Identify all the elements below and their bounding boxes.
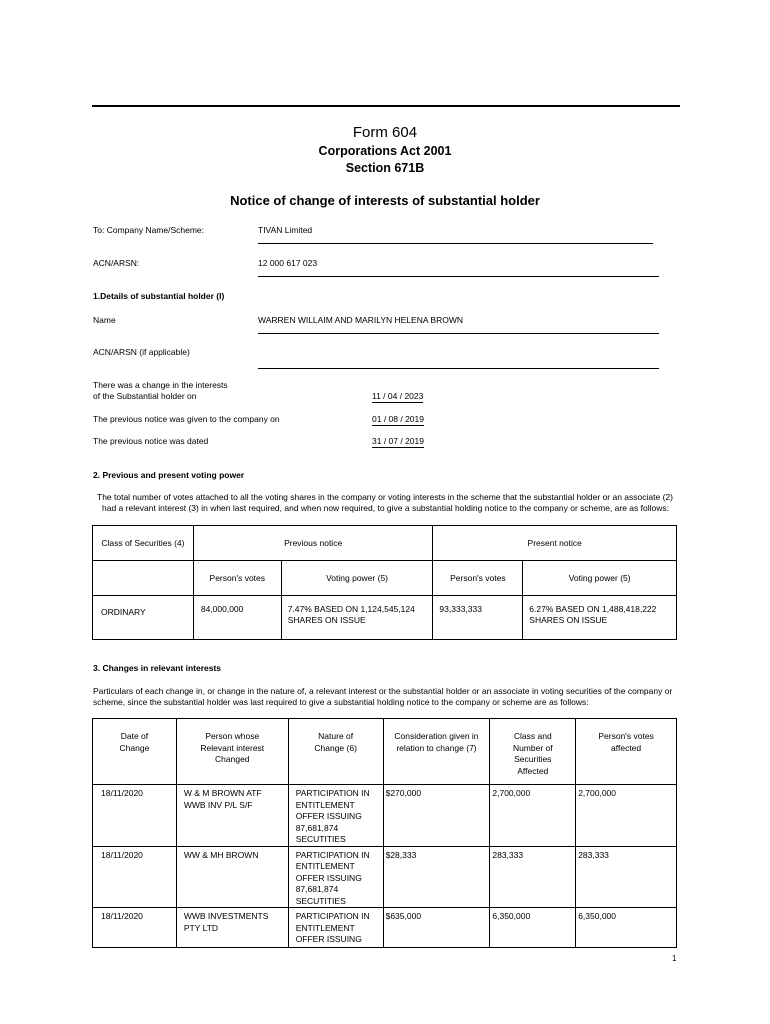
- hdr-class-number: [490, 719, 576, 785]
- table-row: [93, 846, 677, 908]
- holder-name-line: [258, 333, 659, 334]
- row-pres-votes: 93,333,333: [433, 596, 523, 640]
- section-3-heading: 3. Changes in relevant interests: [93, 663, 222, 673]
- empty-cell: [93, 561, 194, 596]
- row-date: 18/11/2020: [93, 846, 177, 908]
- sub-persons-votes-pres: Person's votes: [433, 561, 523, 596]
- change-label-line-1: There was a change in the interests: [93, 380, 228, 390]
- row-person-l1: WW & MH BROWN: [183, 849, 259, 860]
- row-class-number: 6,350,000: [490, 908, 576, 948]
- acn-label: ACN/ARSN:: [93, 258, 140, 268]
- row-person: [176, 785, 288, 847]
- form-number: Form 604: [352, 124, 418, 141]
- row-nature-l4: 87,681,874: [295, 884, 339, 894]
- hdr-votes: [576, 719, 677, 785]
- row-person-l1: WWB INVESTMENTS: [183, 911, 269, 921]
- row-nature-l2: ENTITLEMENT: [295, 922, 355, 933]
- section-2-para-line-2: had a relevant interest (3) in when last required, and when now required, to give a substantial holding notice to the company or scheme, are as follows:: [102, 503, 669, 513]
- sub-voting-power-pres: Voting power (5): [523, 561, 677, 596]
- row-consideration: $270,000: [383, 785, 490, 847]
- row-prev-power-line-1: 7.47% BASED ON 1,124,545,124: [287, 604, 415, 614]
- section-1-heading: 1.Details of substantial holder (I): [93, 291, 225, 301]
- row-nature: [288, 785, 383, 847]
- page-number: 1: [672, 954, 677, 963]
- row-pres-power-line-2: SHARES ON ISSUE: [529, 615, 608, 625]
- company-name-value: TIVAN Limited: [258, 225, 313, 235]
- hdr-person-l2: Relevant interest: [200, 742, 265, 753]
- row-consideration: $28,333: [383, 846, 490, 908]
- section-2-heading: 2. Previous and present voting power: [93, 470, 245, 480]
- section-title: Section 671B: [345, 161, 425, 175]
- sub-persons-votes-prev: Person's votes: [193, 561, 281, 596]
- hdr-nature-l1: Nature of: [318, 731, 354, 741]
- page-title: Notice of change of interests of substantial holder: [230, 193, 540, 208]
- row-pres-power-line-1: 6.27% BASED ON 1,488,418,222: [529, 604, 657, 614]
- row-nature-l5: SECUTITIES: [295, 834, 346, 844]
- hdr-person: [176, 719, 288, 785]
- hdr-date: [93, 719, 177, 785]
- acn-line: [258, 276, 659, 277]
- row-nature: [288, 908, 383, 948]
- row-prev-votes: 84,000,000: [193, 596, 281, 640]
- acn-value: 12 000 617 023: [258, 258, 318, 268]
- col-class-header: Class of Securities (4): [93, 526, 194, 561]
- row-nature-l3: OFFER ISSUING: [295, 811, 362, 821]
- row-nature-l5: SECUTITIES: [295, 895, 346, 906]
- holder-name-label: Name: [93, 315, 116, 325]
- hdr-person-l1: Person whose: [205, 731, 260, 741]
- section-3-para-line-1: Particulars of each change in, or change in the nature of, a relevant interest or the substantial holder or an associate in voting securities of the company or: [93, 686, 673, 696]
- row-prev-power: [281, 596, 433, 640]
- row-consideration: $635,000: [383, 908, 490, 948]
- col-present-header: Present notice: [433, 526, 677, 561]
- row-votes: 6,350,000: [576, 908, 677, 948]
- row-class-number: 283,333: [490, 846, 576, 908]
- section-2-paragraph: [97, 492, 687, 514]
- top-rule: [92, 105, 680, 107]
- change-label-line-2: of the Substantial holder on: [93, 391, 197, 401]
- section-3-para-line-2: scheme, since the substantial holder was last required to give a substantial holding notice to the company or scheme are as follows:: [93, 697, 589, 707]
- row-nature-l2: ENTITLEMENT: [295, 799, 355, 810]
- row-nature-l1: PARTICIPATION IN: [295, 849, 370, 860]
- act-title: Corporations Act 2001: [318, 144, 452, 158]
- table-row: [93, 908, 677, 948]
- row-nature-l1: PARTICIPATION IN: [295, 788, 370, 798]
- row-votes: 283,333: [576, 846, 677, 908]
- row-nature-l3: OFFER ISSUING: [295, 872, 362, 883]
- changes-table: [92, 718, 677, 948]
- row-class-number: 2,700,000: [490, 785, 576, 847]
- prev-given-date: 01 / 08 / 2019: [372, 414, 424, 424]
- row-nature-l4: 87,681,874: [295, 822, 339, 833]
- holder-acn-label: ACN/ARSN (if applicable): [93, 347, 190, 357]
- row-person-l2: WWB INV P/L S/F: [183, 799, 253, 810]
- hdr-class-l2: Number of: [512, 742, 553, 753]
- row-person-l1: W & M BROWN ATF: [183, 788, 262, 798]
- company-name-line: [258, 243, 653, 244]
- to-label: To: Company Name/Scheme:: [93, 225, 205, 235]
- hdr-nature: [288, 719, 383, 785]
- hdr-class-l1: Class and: [513, 731, 552, 741]
- prev-dated-label: The previous notice was dated: [93, 436, 209, 446]
- row-class: ORDINARY: [93, 596, 194, 640]
- row-date: 18/11/2020: [93, 785, 177, 847]
- hdr-nature-l2: Change (6): [314, 742, 357, 753]
- table-row: [93, 785, 677, 847]
- col-previous-header: Previous notice: [193, 526, 433, 561]
- hdr-votes-l1: Person's votes: [598, 731, 654, 741]
- row-person: [176, 908, 288, 948]
- row-person: [176, 846, 288, 908]
- section-2-para-line-1: The total number of votes attached to all the voting shares in the company or voting interests in the scheme that the substantial holder or an associate (2): [97, 492, 673, 502]
- row-prev-power-line-2: SHARES ON ISSUE: [287, 615, 366, 625]
- holder-acn-line: [258, 368, 659, 369]
- row-nature-l1: PARTICIPATION IN: [295, 911, 370, 921]
- hdr-consideration-l2: relation to change (7): [396, 742, 477, 753]
- row-nature-l3: OFFER ISSUING: [295, 934, 362, 944]
- row-date: 18/11/2020: [93, 908, 177, 948]
- prev-given-label: The previous notice was given to the company on: [93, 414, 280, 424]
- hdr-votes-l2: affected: [611, 742, 642, 753]
- row-nature: [288, 846, 383, 908]
- row-person-l2: PTY LTD: [183, 922, 219, 933]
- hdr-class-l3: Securities: [514, 754, 552, 764]
- hdr-person-l3: Changed: [215, 754, 250, 764]
- holder-name-value: WARREN WILLAIM AND MARILYN HELENA BROWN: [258, 315, 463, 325]
- hdr-date-l1: Date of: [120, 731, 149, 741]
- hdr-date-l2: Change: [119, 742, 150, 753]
- row-pres-power: [523, 596, 677, 640]
- voting-power-table: [92, 525, 677, 640]
- section-3-paragraph: [93, 686, 683, 708]
- hdr-consideration-l1: Consideration given in: [394, 731, 479, 741]
- hdr-class-l4: Affected: [517, 765, 549, 776]
- prev-dated-date: 31 / 07 / 2019: [372, 436, 424, 446]
- row-votes: 2,700,000: [576, 785, 677, 847]
- table-row: [93, 596, 677, 640]
- change-date: 11 / 04 / 2023: [372, 391, 424, 401]
- sub-voting-power-prev: Voting power (5): [281, 561, 433, 596]
- hdr-consideration: [383, 719, 490, 785]
- row-nature-l2: ENTITLEMENT: [295, 861, 355, 871]
